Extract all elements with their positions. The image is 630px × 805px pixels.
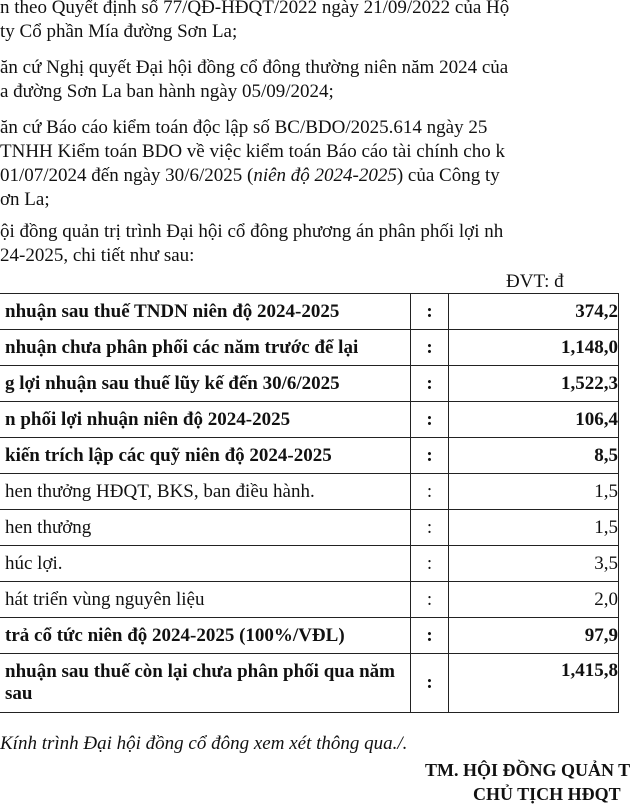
intro-line-9: ội đồng quản trị trình Đại hội cổ đông phương án phân phối lợi nh	[0, 221, 504, 242]
row-colon: :	[411, 546, 449, 582]
table-row	[0, 582, 619, 618]
row-colon: :	[411, 330, 449, 366]
row-label: hát triển vùng nguyên liệu	[0, 582, 411, 618]
row-label: trả cổ tức niên độ 2024-2025 (100%/VĐL)	[0, 618, 411, 654]
intro-line-10: 24-2025, chi tiết như sau:	[0, 245, 195, 266]
row-label: húc lợi.	[0, 546, 411, 582]
row-label: g lợi nhuận sau thuế lũy kế đến 30/6/2025	[0, 366, 411, 402]
row-value: 106,4	[449, 402, 619, 438]
table-row	[0, 402, 619, 438]
intro-line-3: ăn cứ Nghị quyết Đại hội đồng cổ đông thường niên năm 2024 của	[0, 57, 509, 78]
row-value: 97,9	[449, 618, 619, 654]
row-label: hen thưởng	[0, 510, 411, 546]
table-row	[0, 618, 619, 654]
row-value: 1,415,8	[449, 654, 619, 713]
unit-label	[506, 270, 564, 294]
row-label: hen thưởng HĐQT, BKS, ban điều hành.	[0, 474, 411, 510]
table-row	[0, 654, 619, 713]
intro-line-1: n theo Quyết định số 77/QĐ-HĐQT/2022 ngày 21/09/2022 của Hộ	[0, 0, 510, 18]
profit-distribution-table	[0, 293, 619, 713]
row-value: 1,5	[449, 474, 619, 510]
signature-role: CHỦ TỊCH HĐQT	[473, 784, 621, 804]
table-row	[0, 546, 619, 582]
row-label: nhuận chưa phân phối các năm trước để lại	[0, 330, 411, 366]
closing-statement: Kính trình Đại hội đồng cổ đông xem xét thông qua./.	[0, 733, 408, 754]
table-row	[0, 474, 619, 510]
row-value: 8,5	[449, 438, 619, 474]
row-value: 3,5	[449, 546, 619, 582]
row-colon: :	[411, 618, 449, 654]
row-value: 1,5	[449, 510, 619, 546]
intro-line-7-b: ) của Công ty	[396, 165, 500, 186]
row-colon: :	[411, 294, 449, 330]
row-colon: :	[411, 366, 449, 402]
row-value: 1,148,0	[449, 330, 619, 366]
intro-line-8: ơn La;	[0, 189, 50, 210]
intro-line-7-period: niên độ 2024-2025	[253, 165, 397, 186]
row-value: 2,0	[449, 582, 619, 618]
intro-line-6: TNHH Kiểm toán BDO về việc kiểm toán Báo cáo tài chính cho k	[0, 141, 505, 162]
table-row	[0, 510, 619, 546]
row-colon: :	[411, 402, 449, 438]
row-colon: :	[411, 438, 449, 474]
row-colon: :	[411, 654, 449, 713]
intro-line-4: a đường Sơn La ban hành ngày 05/09/2024;	[0, 81, 334, 102]
row-value: 374,2	[449, 294, 619, 330]
intro-line-5: ăn cứ Báo cáo kiểm toán độc lập số BC/BDO/2025.614 ngày 25	[0, 117, 488, 138]
row-colon: :	[411, 582, 449, 618]
intro-line-7-a: 01/07/2024 đến ngày 30/6/2025 (	[0, 165, 254, 186]
row-colon: :	[411, 510, 449, 546]
row-value: 1,522,3	[449, 366, 619, 402]
row-label: n phối lợi nhuận niên độ 2024-2025	[0, 402, 411, 438]
table-row	[0, 330, 619, 366]
row-label: nhuận sau thuế còn lại chưa phân phối qua năm sau	[0, 654, 411, 713]
row-label: nhuận sau thuế TNDN niên độ 2024-2025	[0, 294, 411, 330]
intro-line-7	[0, 164, 500, 188]
unit-label-text: ĐVT: đ	[506, 271, 564, 292]
signature-title: TM. HỘI ĐỒNG QUẢN T	[425, 760, 630, 780]
table-row	[0, 438, 619, 474]
row-label: kiến trích lập các quỹ niên độ 2024-2025	[0, 438, 411, 474]
table-row	[0, 294, 619, 330]
row-colon: :	[411, 474, 449, 510]
table-row	[0, 366, 619, 402]
intro-line-2: ty Cổ phần Mía đường Sơn La;	[0, 21, 238, 42]
